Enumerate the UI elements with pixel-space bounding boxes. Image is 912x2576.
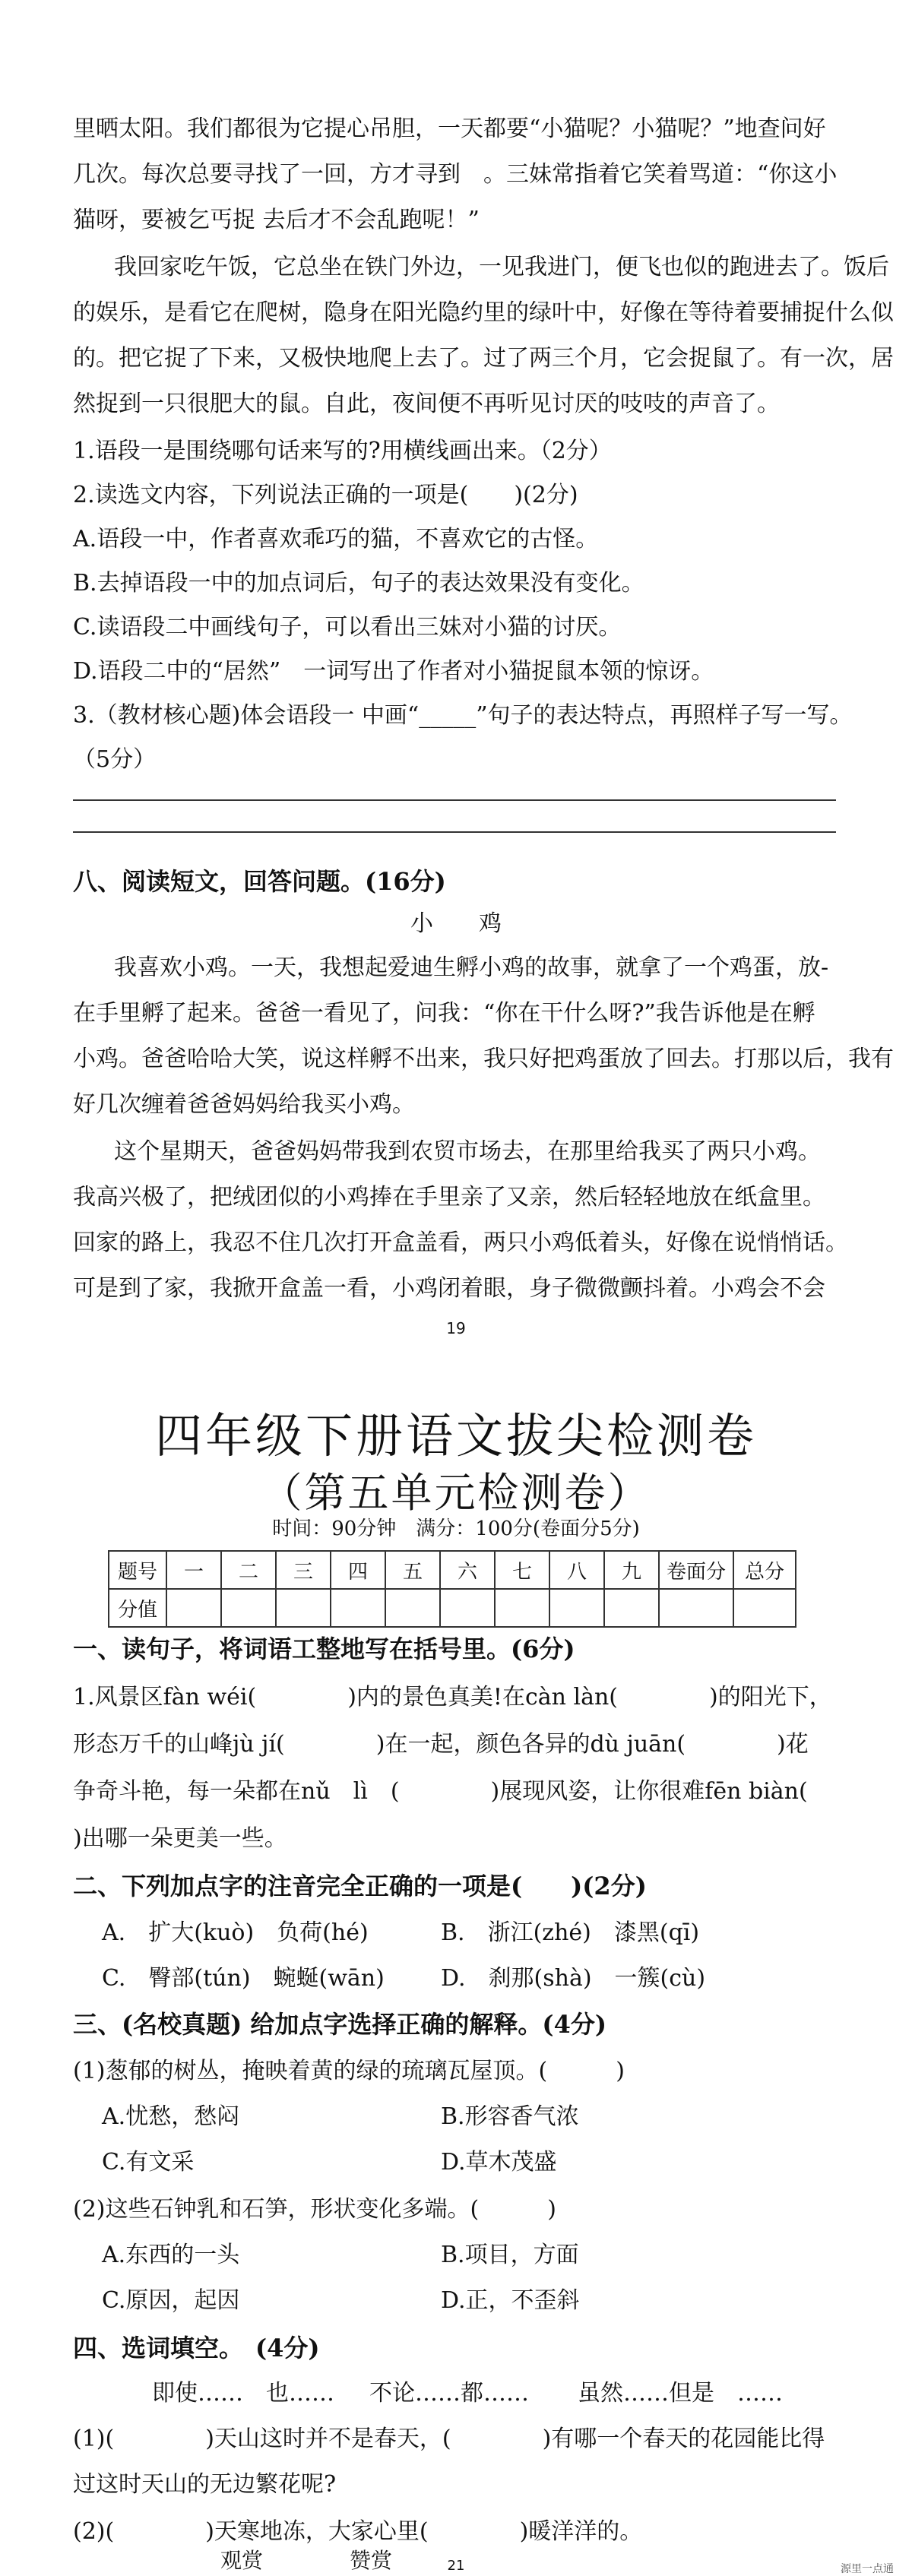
section-heading: 三、(名校真题) 给加点字选择正确的解释。(4分) [73, 2010, 606, 2039]
time-info: 时间：90分钟 满分：100分(卷面分5分) [272, 1517, 640, 1540]
table-cell: 总分 [733, 1551, 796, 1589]
text-line: 里晒太阳。我们都很为它提心吊胆，一天都要“小猫呢？小猫呢？”地查问好 [73, 116, 826, 142]
table-cell: 五 [385, 1551, 440, 1589]
section-heading: 二、下列加点字的注音完全正确的一项是( )(2分) [73, 1872, 647, 1900]
score-input-cell[interactable] [659, 1589, 733, 1627]
table-cell: 一 [166, 1551, 221, 1589]
table-cell: 分值 [109, 1589, 166, 1627]
question-text: (1)( )天山这时并不是春天，( )有哪一个春天的花园能比得 [73, 2426, 825, 2452]
text-line: 这个星期天，爸爸妈妈带我到农贸市场去，在那里给我买了两只小鸡。 [114, 1138, 821, 1165]
table-cell: 二 [221, 1551, 276, 1589]
table-cell: 八 [549, 1551, 604, 1589]
score-input-cell[interactable] [276, 1589, 331, 1627]
option-c: C.有文采 [102, 2149, 195, 2176]
table-cell: 九 [604, 1551, 659, 1589]
text-line: 在手里孵了起来。爸爸一看见了，问我：“你在干什么呀?”我告诉他是在孵 [73, 1000, 815, 1027]
option-c: C. 臀部(tún) 蜿蜒(wān) [102, 1965, 385, 1992]
option-d: D.正，不歪斜 [441, 2287, 580, 2314]
table-cell: 四 [331, 1551, 385, 1589]
text-line: 回家的路上，我忍不住几次打开盒盖看，两只小鸡低着头，好像在说悄悄话。 [73, 1229, 848, 1256]
score-table-header-row [109, 1551, 796, 1589]
score-input-cell[interactable] [733, 1589, 796, 1627]
text-line: 好几次缠着爸爸妈妈给我买小鸡。 [73, 1091, 415, 1118]
question-text: 2.读选文内容，下列说法正确的一项是( )(2分) [73, 482, 578, 508]
page-number: 19 [446, 1319, 466, 1337]
section-heading: 四、选词填空。 (4分) [73, 2334, 320, 2362]
table-cell: 题号 [109, 1551, 166, 1589]
question-option: C.读语段二中画线句子，可以看出三妹对小猫的讨厌。 [73, 614, 622, 641]
question-text: 过这时天山的无边繁花呢? [73, 2471, 337, 2498]
question-option: A.语段一中，作者喜欢乖巧的猫，不喜欢它的古怪。 [73, 526, 599, 552]
text-line: 我回家吃午饭，它总坐在铁门外边，一见我进门，便飞也似的跑进去了。饭后 [114, 254, 889, 280]
page-title: 四年级下册语文拔尖检测卷 [154, 1408, 757, 1464]
score-input-cell[interactable] [604, 1589, 659, 1627]
text-line: 小鸡。爸爸哈哈大笑，说这样孵不出来，我只好把鸡蛋放了回去。打那以后，我有 [73, 1046, 894, 1072]
option-b: B. 浙江(zhé) 漆黑(qī) [441, 1919, 700, 1946]
option-a: A. 扩大(kuò) 负荷(hé) [102, 1919, 369, 1946]
score-table [108, 1550, 796, 1628]
text-line: 的娱乐，是看它在爬树，隐身在阳光隐约里的绿叶中，好像在等待着要捕捉什么似 [73, 299, 894, 326]
score-input-cell[interactable] [440, 1589, 495, 1627]
question-text: （5分） [73, 746, 157, 773]
answer-line [73, 799, 836, 801]
text-line: 的。把它捉了下来，又极快地爬上去了。过了两三个月，它会捉鼠了。有一次，居 [73, 345, 894, 372]
story-title: 小 鸡 [410, 910, 502, 937]
text-line: 形态万千的山峰jù jí( )在一起，颜色各异的dù juān( )花 [73, 1731, 809, 1758]
option-a: A.东西的一头 [102, 2242, 240, 2268]
question-option: B.去掉语段一中的加点词后，句子的表达效果没有变化。 [73, 570, 644, 597]
word-choice: 赞赏 [350, 2548, 393, 2573]
option-a: A.忧愁，愁闷 [102, 2103, 240, 2130]
option-d: D. 刹那(shà) 一簇(cù) [441, 1965, 706, 1992]
page-subtitle: （第五单元检测卷） [261, 1469, 651, 1517]
option-c: C.原因，起因 [102, 2287, 240, 2314]
question-text: 3.（教材核心题)体会语段一 中画“_____”句子的表达特点，再照样子写一写。 [73, 702, 853, 729]
score-input-cell[interactable] [331, 1589, 385, 1627]
word-choice: 观赏 [220, 2548, 264, 2573]
question-option: D.语段二中的“居然” 一词写出了作者对小猫捉鼠本领的惊讶。 [73, 658, 714, 685]
score-input-cell[interactable] [166, 1589, 221, 1627]
footer-mark: 源里一点通 [841, 2563, 894, 2575]
option-b: B.形容香气浓 [441, 2103, 579, 2130]
question-text: 1.语段一是围绕哪句话来写的?用横线画出来。（2分） [73, 438, 612, 464]
text-line: 猫呀，要被乞丐捉 去后才不会乱跑呢！” [73, 207, 480, 233]
text-line: )出哪一朵更美一些。 [73, 1825, 287, 1852]
word-choice: 不论……都…… [369, 2380, 529, 2407]
score-input-cell[interactable] [221, 1589, 276, 1627]
question-text: (2)( )天寒地冻，大家心里( )暖洋洋的。 [73, 2518, 643, 2545]
section-heading: 八、阅读短文，回答问题。(16分) [73, 867, 446, 896]
score-table-value-row [109, 1589, 796, 1627]
option-b: B.项目，方面 [441, 2242, 579, 2268]
score-input-cell[interactable] [385, 1589, 440, 1627]
page-21 [0, 1292, 912, 2576]
text-line: 然捉到一只很肥大的鼠。自此，夜间便不再听见讨厌的吱吱的声音了。 [73, 391, 780, 417]
table-cell: 七 [495, 1551, 549, 1589]
score-input-cell[interactable] [549, 1589, 604, 1627]
text-line: 我高兴极了，把绒团似的小鸡捧在手里亲了又亲，然后轻轻地放在纸盒里。 [73, 1184, 825, 1210]
text-line: 可是到了家，我掀开盒盖一看，小鸡闭着眼，身子微微颤抖着。小鸡会不会 [73, 1274, 836, 1304]
table-cell: 卷面分 [659, 1551, 733, 1589]
word-choice: 即使…… 也…… [152, 2380, 334, 2407]
text-line: 我喜欢小鸡。一天，我想起爱迪生孵小鸡的故事，就拿了一个鸡蛋，放- [114, 954, 829, 981]
table-cell: 三 [276, 1551, 331, 1589]
answer-line [73, 831, 836, 833]
question-text: (1)葱郁的树丛，掩映着黄的绿的琉璃瓦屋顶。( ) [73, 2058, 625, 2084]
table-cell: 六 [440, 1551, 495, 1589]
word-choice: 虽然……但是 …… [578, 2380, 783, 2407]
section-heading: 一、读句子，将词语工整地写在括号里。(6分) [73, 1635, 575, 1663]
question-text: (2)这些石钟乳和石笋，形状变化多端。( ) [73, 2196, 556, 2223]
text-line: 几次。每次总要寻找了一回，方才寻到 。三妹常指着它笑着骂道：“你这小 [73, 161, 838, 188]
score-input-cell[interactable] [495, 1589, 549, 1627]
text-line: 1.风景区fàn wéi( )内的景色真美!在càn làn( )的阳光下， [73, 1684, 832, 1710]
page-number: 21 [447, 2558, 465, 2574]
text-line: 争奇斗艳，每一朵都在nǔ lì ( )展现风姿，让你很难fēn biàn( [73, 1778, 808, 1805]
option-d: D.草木茂盛 [441, 2149, 557, 2176]
